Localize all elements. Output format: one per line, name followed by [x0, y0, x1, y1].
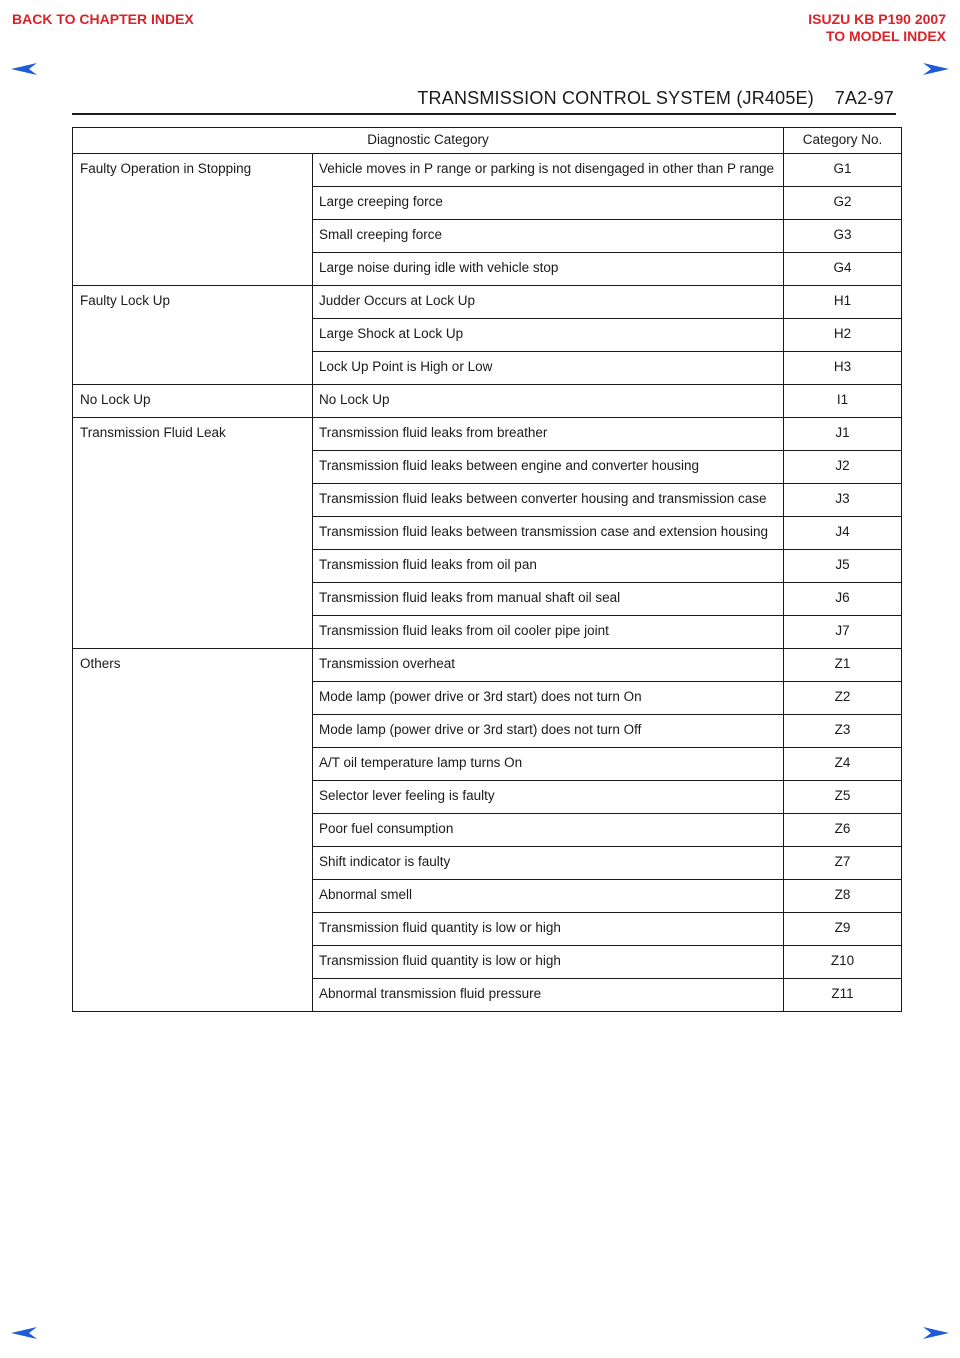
symptom-description-cell: Large Shock at Lock Up: [313, 319, 784, 352]
category-number-cell: J3: [784, 484, 902, 517]
category-number-cell: J1: [784, 418, 902, 451]
title-divider: [72, 113, 896, 115]
symptom-description-cell: Shift indicator is faulty: [313, 847, 784, 880]
to-model-index-link[interactable]: TO MODEL INDEX: [825, 28, 946, 44]
category-number-cell: Z3: [784, 715, 902, 748]
symptom-description-cell: Transmission fluid leaks between transmission case and extension housing: [313, 517, 784, 550]
column-header-number: Category No.: [784, 128, 902, 154]
category-number-cell: J6: [784, 583, 902, 616]
prev-page-icon[interactable]: [10, 1326, 38, 1340]
category-group-cell: Faulty Operation in Stopping: [73, 154, 313, 286]
category-number-cell: G3: [784, 220, 902, 253]
category-number-cell: G1: [784, 154, 902, 187]
table-row: [73, 649, 902, 682]
symptom-description-cell: Abnormal smell: [313, 880, 784, 913]
symptom-description-cell: Mode lamp (power drive or 3rd start) does not turn Off: [313, 715, 784, 748]
category-group-cell: Others: [73, 649, 313, 1012]
symptom-description-cell: Transmission overheat: [313, 649, 784, 682]
category-number-cell: G2: [784, 187, 902, 220]
category-group-cell: No Lock Up: [73, 385, 313, 418]
category-number-cell: J5: [784, 550, 902, 583]
symptom-description-cell: Small creeping force: [313, 220, 784, 253]
page-title: TRANSMISSION CONTROL SYSTEM (JR405E) 7A2-97: [417, 88, 894, 108]
category-number-cell: Z5: [784, 781, 902, 814]
symptom-description-cell: Transmission fluid leaks from oil cooler pipe joint: [313, 616, 784, 649]
symptom-description-cell: Large creeping force: [313, 187, 784, 220]
category-group-cell: Faulty Lock Up: [73, 286, 313, 385]
symptom-description-cell: Lock Up Point is High or Low: [313, 352, 784, 385]
symptom-description-cell: Judder Occurs at Lock Up: [313, 286, 784, 319]
category-number-cell: J2: [784, 451, 902, 484]
model-header: [808, 11, 946, 45]
symptom-description-cell: Transmission fluid leaks from oil pan: [313, 550, 784, 583]
symptom-description-cell: Transmission fluid leaks between converter housing and transmission case: [313, 484, 784, 517]
category-number-cell: Z10: [784, 946, 902, 979]
symptom-description-cell: Vehicle moves in P range or parking is not disengaged in other than P range: [313, 154, 784, 187]
symptom-description-cell: Transmission fluid leaks between engine and converter housing: [313, 451, 784, 484]
category-group-cell: Transmission Fluid Leak: [73, 418, 313, 649]
symptom-description-cell: Transmission fluid leaks from manual shaft oil seal: [313, 583, 784, 616]
table-row: [73, 385, 902, 418]
symptom-description-cell: Mode lamp (power drive or 3rd start) does not turn On: [313, 682, 784, 715]
category-number-cell: Z8: [784, 880, 902, 913]
table-body: [73, 154, 902, 1012]
table-header-row: [73, 128, 902, 154]
category-number-cell: J7: [784, 616, 902, 649]
category-number-cell: J4: [784, 517, 902, 550]
symptom-description-cell: Transmission fluid leaks from breather: [313, 418, 784, 451]
symptom-description-cell: Selector lever feeling is faulty: [313, 781, 784, 814]
category-number-cell: Z11: [784, 979, 902, 1012]
model-name: ISUZU KB P190 2007: [808, 11, 946, 27]
diagnostic-category-table: [72, 127, 902, 1012]
category-number-cell: Z9: [784, 913, 902, 946]
category-number-cell: Z4: [784, 748, 902, 781]
prev-page-icon[interactable]: [10, 62, 38, 76]
symptom-description-cell: Large noise during idle with vehicle stop: [313, 253, 784, 286]
back-to-chapter-index-link[interactable]: BACK TO CHAPTER INDEX: [12, 11, 194, 27]
table-row: [73, 418, 902, 451]
symptom-description-cell: A/T oil temperature lamp turns On: [313, 748, 784, 781]
category-number-cell: H1: [784, 286, 902, 319]
category-number-cell: Z6: [784, 814, 902, 847]
next-page-icon[interactable]: [922, 1326, 950, 1340]
column-header-category: Diagnostic Category: [73, 128, 784, 154]
category-number-cell: Z2: [784, 682, 902, 715]
category-number-cell: Z1: [784, 649, 902, 682]
category-number-cell: Z7: [784, 847, 902, 880]
symptom-description-cell: Transmission fluid quantity is low or high: [313, 946, 784, 979]
category-number-cell: G4: [784, 253, 902, 286]
table-row: [73, 154, 902, 187]
symptom-description-cell: No Lock Up: [313, 385, 784, 418]
symptom-description-cell: Abnormal transmission fluid pressure: [313, 979, 784, 1012]
category-number-cell: I1: [784, 385, 902, 418]
table-row: [73, 286, 902, 319]
symptom-description-cell: Transmission fluid quantity is low or high: [313, 913, 784, 946]
category-number-cell: H2: [784, 319, 902, 352]
next-page-icon[interactable]: [922, 62, 950, 76]
symptom-description-cell: Poor fuel consumption: [313, 814, 784, 847]
category-number-cell: H3: [784, 352, 902, 385]
